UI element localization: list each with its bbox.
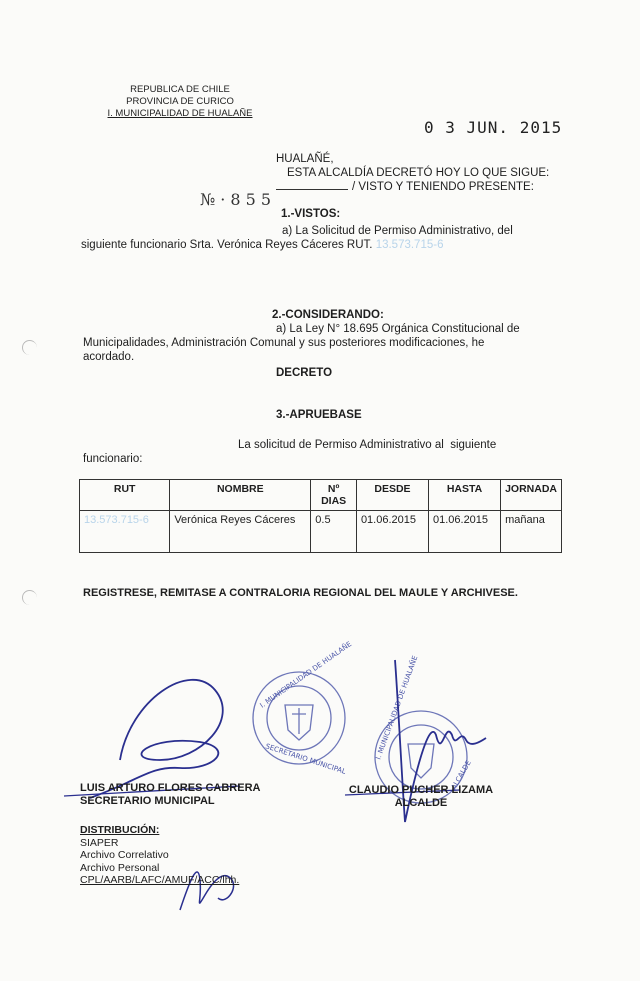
col-desde: DESDE [356, 480, 428, 511]
cell-desde: 01.06.2015 [356, 511, 428, 553]
col-dias: Nº DIAS [311, 480, 357, 511]
distribution-block [80, 824, 239, 887]
distribution-heading: DISTRIBUCIÓN: [80, 824, 160, 836]
secretary-signature [90, 680, 223, 798]
distribution-item: SIAPER [80, 836, 119, 849]
distribution-item: Archivo Personal [80, 861, 160, 874]
secretary-stamp-text: I. MUNICIPALIDAD DE HUALAÑE [258, 640, 354, 710]
secretary-stamp-sub: SECRETARIO MUNICIPAL [264, 742, 347, 776]
mayor-stamp-sub: ALCALDE [449, 759, 473, 791]
cell-rut: 13.573.715-6 [80, 511, 170, 553]
col-hasta: HASTA [428, 480, 500, 511]
col-jornada: JORNADA [501, 480, 562, 511]
mayor-stamp-text: I. MUNICIPALIDAD DE HUALAÑE [374, 654, 420, 761]
date-stamp: 0 3 JUN. 2015 [424, 118, 563, 137]
distribution-item: CPL/AARB/LAFC/AMUF/ACC/lhh. [80, 874, 240, 886]
redacted-rut: 13.573.715-6 [375, 239, 444, 251]
decree-number-handwritten: № · 8 5 5 [200, 190, 272, 209]
considerando-text-b: Municipalidades, Administración Comunal y sus posteriores modificaciones, he [83, 337, 485, 349]
considerando-heading: 2.-CONSIDERANDO: [272, 309, 384, 321]
mayor-name: CLAUDIO PUCHER LIZAMA [348, 784, 494, 796]
secretary-name: LUIS ARTURO FLORES CABRERA [80, 782, 261, 794]
secretary-signature-block [80, 782, 260, 808]
mayor-signature-block [348, 784, 494, 810]
letterhead-municipality: I. MUNICIPALIDAD DE HUALAÑE [107, 108, 253, 119]
cell-jornada: mañana [501, 511, 562, 553]
apruebase-text-b: funcionario: [83, 453, 143, 465]
closing-text: REGISTRESE, REMITASE A CONTRALORIA REGIONAL DEL MAULE Y ARCHIVESE. [83, 587, 518, 599]
letterhead-province: PROVINCIA DE CURICO [126, 96, 234, 107]
vistos-text-a: a) La Solicitud de Permiso Administrativo, del [282, 225, 513, 237]
place-label: HUALAÑÉ, [276, 153, 334, 165]
considerando-text-a: a) La Ley N° 18.695 Orgánica Constitucional de [276, 323, 520, 335]
apruebase-text-a: La solicitud de Permiso Administrativo al siguiente [238, 439, 497, 451]
cell-hasta: 01.06.2015 [428, 511, 500, 553]
considerando-text-c: acordado. [83, 351, 135, 363]
cell-dias: 0.5 [311, 511, 357, 553]
decreto-heading: DECRETO [276, 367, 333, 379]
vistos-heading: 1.-VISTOS: [281, 208, 341, 220]
vistos-text-b-main: siguiente funcionario Srta. Verónica Reyes Cáceres RUT. [81, 239, 373, 251]
letterhead-country: REPUBLICA DE CHILE [130, 84, 230, 95]
col-nombre: NOMBRE [170, 480, 311, 511]
apruebase-heading: 3.-APRUEBASE [276, 409, 362, 421]
secretary-title: SECRETARIO MUNICIPAL [80, 795, 215, 807]
col-rut: RUT [80, 480, 170, 511]
mayor-title: ALCALDE [394, 797, 448, 809]
punch-hole-mark [22, 340, 37, 355]
intro-text: ESTA ALCALDÍA DECRETÓ HOY LO QUE SIGUE: [287, 167, 550, 179]
punch-hole-mark [22, 590, 37, 605]
cell-nombre: Verónica Reyes Cáceres [170, 511, 311, 553]
intro-text-2: / VISTO Y TENIENDO PRESENTE: [352, 181, 534, 193]
distribution-item: Archivo Correlativo [80, 849, 169, 861]
